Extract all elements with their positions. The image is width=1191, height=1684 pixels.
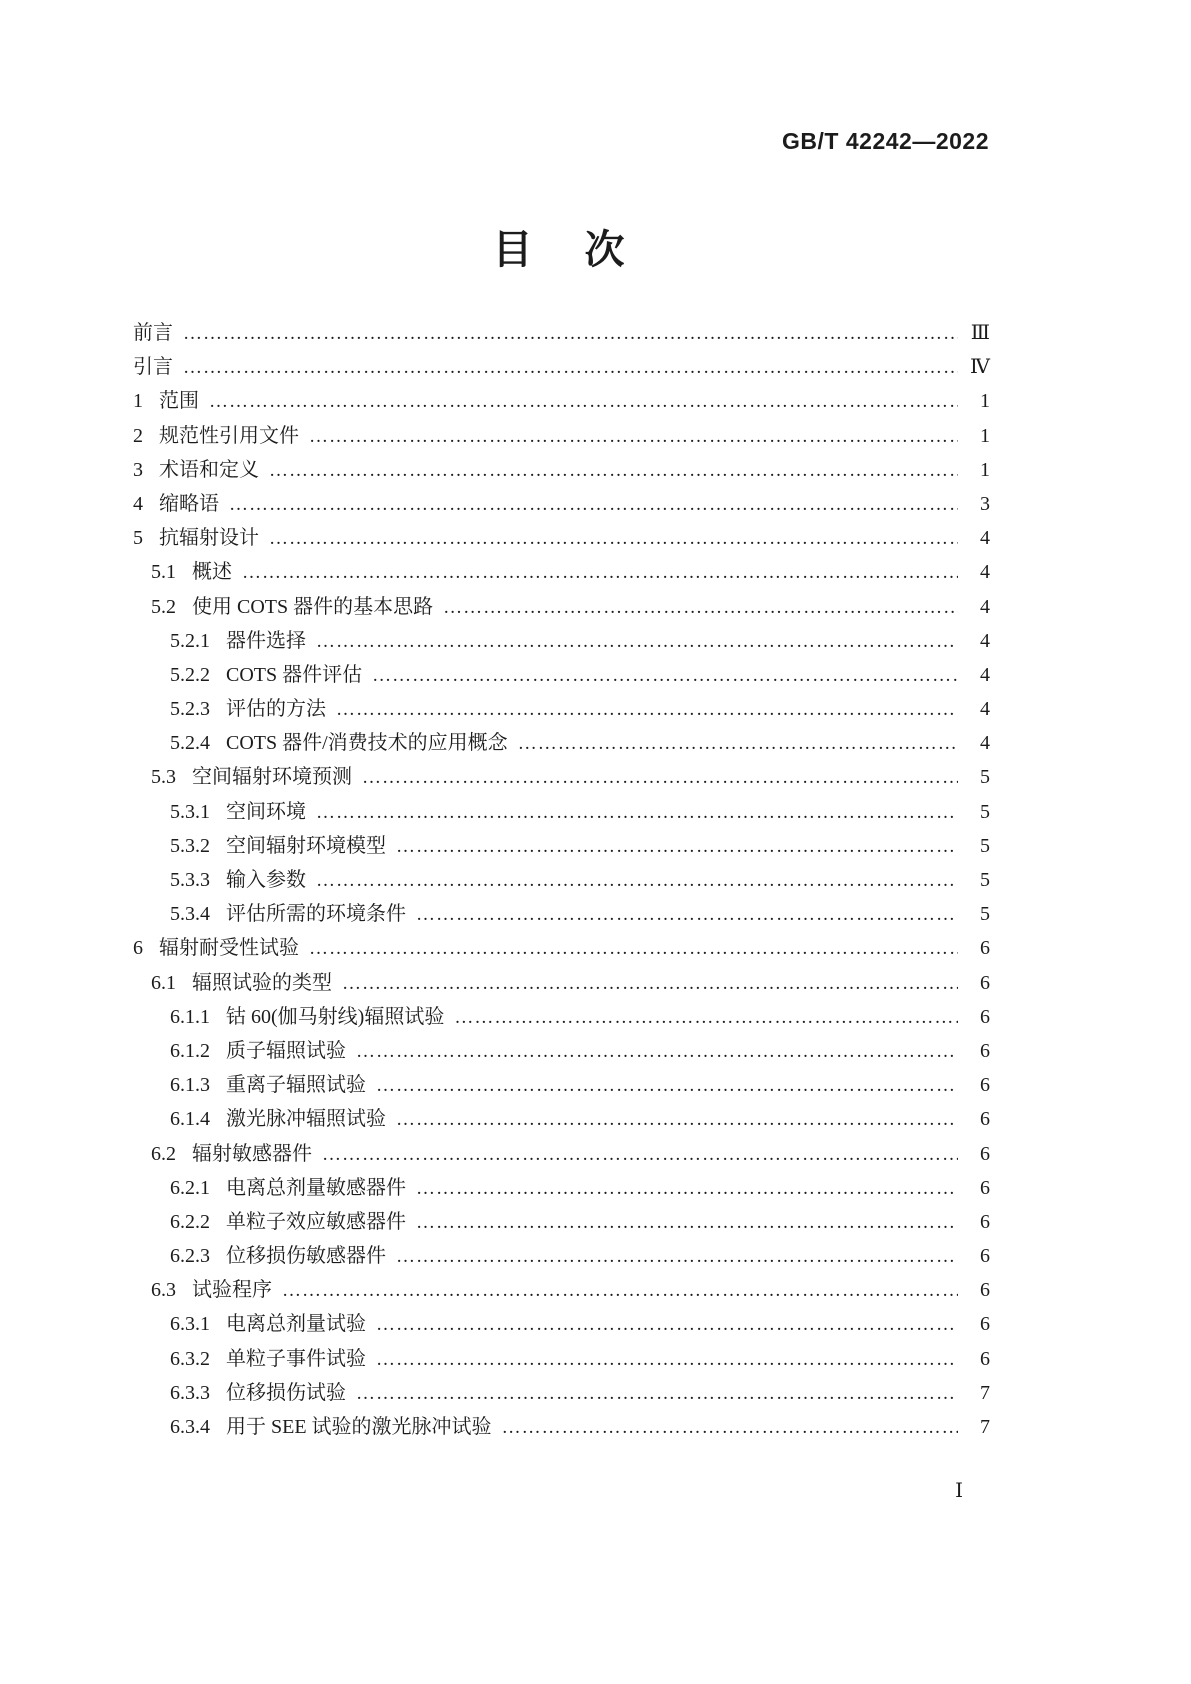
toc-entry-title: 输入参数 <box>226 869 306 891</box>
footer-page-number: Ⅰ <box>955 1480 963 1502</box>
toc-entry-number: 6.2 <box>151 1142 176 1165</box>
dot-leader <box>316 864 958 898</box>
toc-entry <box>133 966 990 1000</box>
dot-leader <box>209 385 958 419</box>
toc-entry-page: Ⅲ <box>970 322 990 344</box>
toc-entry-number: 6.2.3 <box>170 1245 210 1268</box>
toc-entry-number: 6.3.2 <box>170 1347 210 1370</box>
toc-entry-page: 4 <box>980 561 990 584</box>
toc-entry-page: 7 <box>980 1381 990 1404</box>
toc-entry <box>133 1000 990 1034</box>
toc-entry-number: 5.2.2 <box>170 663 210 686</box>
dot-leader <box>454 1001 958 1035</box>
toc-entry-number: 5.3.2 <box>170 834 210 857</box>
toc-entry-page: 6 <box>980 1313 990 1336</box>
toc-entry-page: 5 <box>980 834 990 857</box>
dot-leader <box>518 727 958 761</box>
toc-entry-number: 6.2.1 <box>170 1176 210 1199</box>
toc-entry-title: 电离总剂量敏感器件 <box>226 1176 406 1199</box>
toc-entry-number: 5.2.4 <box>170 732 210 755</box>
toc-entry-page: 4 <box>980 732 990 755</box>
toc-entry-title: 辐射耐受性试验 <box>159 937 299 960</box>
toc-entry-page: 4 <box>980 595 990 618</box>
toc-entry-page: 1 <box>980 424 990 447</box>
toc-entry <box>133 350 990 384</box>
toc-entry-title: 单粒子事件试验 <box>226 1347 366 1370</box>
dot-leader <box>342 967 958 1001</box>
toc-entry-number: 5.1 <box>151 561 176 584</box>
toc-entry-page: 6 <box>980 1210 990 1233</box>
toc-entry-title: 评估的方法 <box>226 698 326 721</box>
toc-entry-page: 7 <box>980 1416 990 1438</box>
toc-entry-title: 钴 60(伽马射线)辐照试验 <box>226 1005 445 1028</box>
dot-leader <box>316 625 958 659</box>
toc-entry <box>133 487 990 521</box>
toc-entry-page: 4 <box>980 698 990 721</box>
toc-entry-title: 位移损伤敏感器件 <box>226 1245 386 1268</box>
toc-entry-title: 引言 <box>133 356 173 379</box>
dot-leader <box>416 898 958 932</box>
toc-entry-page: 4 <box>980 663 990 686</box>
toc-entry-page: 6 <box>980 937 990 960</box>
dot-leader <box>376 1343 958 1377</box>
dot-leader <box>416 1172 958 1206</box>
toc-entry-number: 5.3.3 <box>170 869 210 891</box>
toc-entry-title: 使用 COTS 器件的基本思路 <box>192 595 434 618</box>
toc-entry <box>133 931 990 965</box>
dot-leader <box>269 454 958 488</box>
toc-entry-title: 器件选择 <box>226 629 306 652</box>
dot-leader <box>396 1240 958 1274</box>
dot-leader <box>229 488 958 522</box>
toc-entry-title: 重离子辐照试验 <box>226 1074 366 1097</box>
toc-entry <box>133 1342 990 1376</box>
toc-entry <box>133 829 990 863</box>
toc-entry-page: 4 <box>980 527 990 550</box>
toc-entry-page: 4 <box>980 629 990 652</box>
dot-leader <box>309 420 958 454</box>
toc-entry <box>133 624 990 658</box>
dot-leader <box>356 1377 958 1411</box>
toc-entry-number: 6.2.2 <box>170 1210 210 1233</box>
toc-entry-number: 4 <box>133 492 143 515</box>
toc-entry <box>133 1376 990 1410</box>
toc-entry-title: 激光脉冲辐照试验 <box>226 1108 386 1131</box>
dot-leader <box>316 796 958 830</box>
dot-leader <box>502 1411 958 1445</box>
toc-entry-title: 抗辐射设计 <box>159 527 259 550</box>
toc-entry <box>133 658 990 692</box>
toc-entry-number: 5.3.1 <box>170 800 210 823</box>
toc-entry <box>133 1307 990 1341</box>
dot-leader <box>356 1035 958 1069</box>
toc-entry-number: 5.2.1 <box>170 629 210 652</box>
toc-entry <box>133 384 990 418</box>
toc-entry-title: 电离总剂量试验 <box>226 1313 366 1336</box>
toc-entry-title: 空间辐射环境预测 <box>192 766 352 789</box>
toc-entry <box>133 760 990 794</box>
toc-entry-number: 6 <box>133 937 143 960</box>
toc-entry <box>133 1102 990 1136</box>
toc-entry-number: 3 <box>133 458 143 481</box>
toc-entry <box>133 1137 990 1171</box>
toc-entry-number: 6.3.1 <box>170 1313 210 1336</box>
toc-entry <box>133 1171 990 1205</box>
toc-entry <box>133 897 990 931</box>
toc-entry-page: 1 <box>980 390 990 413</box>
toc-entry-number: 6.1.4 <box>170 1108 210 1131</box>
toc-entry-title: 概述 <box>192 561 232 584</box>
toc-entry-page: 5 <box>980 903 990 926</box>
toc-entry-number: 1 <box>133 390 143 413</box>
dot-leader <box>362 761 958 795</box>
toc-entry-number: 6.1 <box>151 971 176 994</box>
toc-entry <box>133 1205 990 1239</box>
toc-entry-title: COTS 器件评估 <box>226 663 363 686</box>
dot-leader <box>376 1069 958 1103</box>
toc-entry-number: 5 <box>133 527 143 550</box>
toc-entry-page: 6 <box>980 1245 990 1268</box>
toc-entry-page: 6 <box>980 971 990 994</box>
toc-entry-number: 6.3.3 <box>170 1381 210 1404</box>
toc-entry-title: 范围 <box>159 390 199 413</box>
dot-leader <box>242 556 958 590</box>
toc-entry-page: 3 <box>980 492 990 515</box>
toc-entry <box>133 795 990 829</box>
toc-entry-title: 前言 <box>133 322 173 344</box>
toc-entry-page: 6 <box>980 1108 990 1131</box>
toc-entry-page: 6 <box>980 1039 990 1062</box>
toc-entry <box>133 419 990 453</box>
toc-entry-title: COTS 器件/消费技术的应用概念 <box>226 732 508 755</box>
toc-entry <box>133 316 990 350</box>
toc-entry <box>133 1034 990 1068</box>
dot-leader <box>443 591 958 625</box>
toc-entry <box>133 863 990 897</box>
toc-entry-number: 5.3.4 <box>170 903 210 926</box>
toc-entry-title: 试验程序 <box>192 1279 272 1302</box>
toc-entry-number: 6.1.1 <box>170 1005 210 1028</box>
toc-entry-page: 6 <box>980 1142 990 1165</box>
toc-entry-title: 空间辐射环境模型 <box>226 834 386 857</box>
toc-entry-title: 辐射敏感器件 <box>192 1142 312 1165</box>
toc-entry-number: 5.2 <box>151 595 176 618</box>
toc-entry <box>133 521 990 555</box>
toc-entry-title: 术语和定义 <box>159 458 259 481</box>
toc-entry <box>133 1239 990 1273</box>
toc-entry-page: 5 <box>980 766 990 789</box>
toc-entry-page: 6 <box>980 1279 990 1302</box>
toc-entry <box>133 1068 990 1102</box>
toc-entry-title: 缩略语 <box>159 492 219 515</box>
dot-leader <box>396 1103 958 1137</box>
dot-leader <box>269 522 958 556</box>
toc-entry-number: 2 <box>133 424 143 447</box>
dot-leader <box>183 351 958 385</box>
toc-entry-title: 评估所需的环境条件 <box>226 903 406 926</box>
dot-leader <box>309 932 958 966</box>
toc-entry-page: 5 <box>980 800 990 823</box>
toc-entry-title: 位移损伤试验 <box>226 1381 346 1404</box>
toc-entry <box>133 692 990 726</box>
toc-entry-title: 空间环境 <box>226 800 306 823</box>
toc-entry-number: 6.1.2 <box>170 1039 210 1062</box>
toc-entry <box>133 1410 990 1444</box>
toc-entry-page: 6 <box>980 1005 990 1028</box>
toc-entry <box>133 453 990 487</box>
toc-entry-page: 1 <box>980 458 990 481</box>
dot-leader <box>183 317 958 351</box>
toc-entry-page: 6 <box>980 1176 990 1199</box>
toc-entry-page: Ⅳ <box>970 356 990 379</box>
toc-entry-number: 5.3 <box>151 766 176 789</box>
dot-leader <box>372 659 958 693</box>
toc-entry <box>133 1273 990 1307</box>
toc-entry-title: 用于 SEE 试验的激光脉冲试验 <box>226 1416 492 1438</box>
dot-leader <box>376 1308 958 1342</box>
toc-list <box>133 316 990 1444</box>
toc-entry <box>133 726 990 760</box>
toc-entry-number: 6.1.3 <box>170 1074 210 1097</box>
standard-number: GB/T 42242—2022 <box>782 128 989 154</box>
toc-entry-page: 6 <box>980 1347 990 1370</box>
dot-leader <box>322 1138 958 1172</box>
toc-entry-page: 5 <box>980 869 990 891</box>
toc-entry-number: 6.3 <box>151 1279 176 1302</box>
toc-entry <box>133 590 990 624</box>
toc-entry-number: 5.2.3 <box>170 698 210 721</box>
dot-leader <box>282 1274 958 1308</box>
toc-entry-number: 6.3.4 <box>170 1416 210 1438</box>
toc-entry-title: 规范性引用文件 <box>159 424 299 447</box>
dot-leader <box>336 693 958 727</box>
page-title: 目 次 <box>492 227 631 272</box>
dot-leader <box>416 1206 958 1240</box>
toc-entry-title: 辐照试验的类型 <box>192 971 332 994</box>
toc-entry-title: 单粒子效应敏感器件 <box>226 1210 406 1233</box>
dot-leader <box>396 830 958 864</box>
toc-entry-title: 质子辐照试验 <box>226 1039 346 1062</box>
toc-entry <box>133 555 990 589</box>
toc-entry-page: 6 <box>980 1074 990 1097</box>
